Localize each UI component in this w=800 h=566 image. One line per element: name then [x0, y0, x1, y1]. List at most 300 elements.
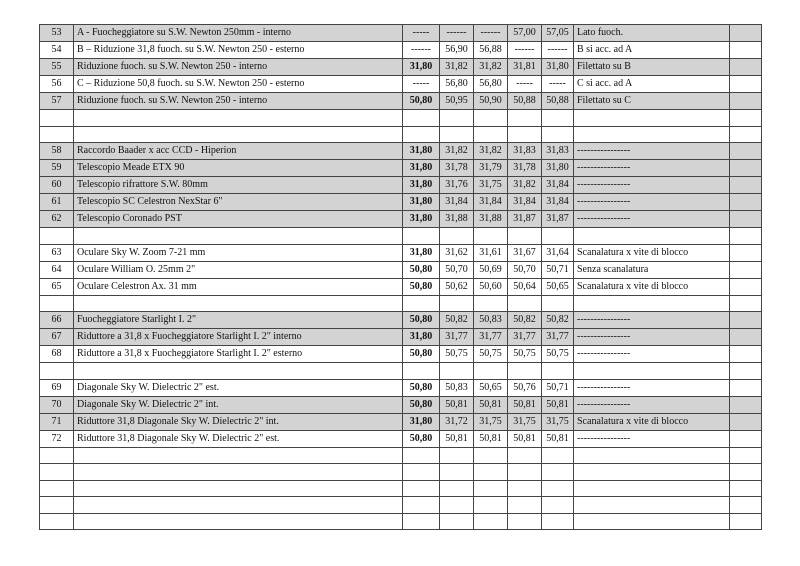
row-number-cell: 71 — [40, 413, 74, 430]
extra-cell — [730, 497, 762, 514]
measurement-1-cell: 31,82 — [440, 143, 474, 160]
extra-cell — [730, 447, 762, 464]
nominal-value-cell: 31,80 — [403, 59, 440, 76]
note-cell: ---------------- — [574, 312, 730, 329]
note-cell: Senza scanalatura — [574, 261, 730, 278]
measurement-2-cell: 31,82 — [474, 143, 508, 160]
row-number-cell: 66 — [40, 312, 74, 329]
measurement-2-cell — [474, 228, 508, 245]
nominal-value-cell: 50,80 — [403, 346, 440, 363]
measurement-4-cell — [542, 363, 574, 380]
description-cell: Riduzione fuoch. su S.W. Newton 250 - interno — [74, 93, 403, 110]
nominal-value-cell — [403, 110, 440, 127]
description-cell — [74, 228, 403, 245]
table-row — [40, 126, 762, 143]
measurement-3-cell — [508, 480, 542, 497]
note-cell: ---------------- — [574, 143, 730, 160]
row-number-cell: 56 — [40, 76, 74, 93]
table-row — [40, 211, 762, 228]
measurement-4-cell: 31,77 — [542, 329, 574, 346]
table-row — [40, 177, 762, 194]
measurement-4-cell: 50,65 — [542, 278, 574, 295]
measurement-3-cell: ------ — [508, 42, 542, 59]
measurement-1-cell: 50,75 — [440, 346, 474, 363]
measurement-3-cell: 31,67 — [508, 244, 542, 261]
extra-cell — [730, 211, 762, 228]
table-row — [40, 194, 762, 211]
extra-cell — [730, 25, 762, 42]
note-cell — [574, 513, 730, 530]
measurement-3-cell: 50,70 — [508, 261, 542, 278]
row-number-cell: 63 — [40, 244, 74, 261]
extra-cell — [730, 59, 762, 76]
row-number-cell — [40, 110, 74, 127]
measurement-table — [39, 24, 762, 530]
measurement-3-cell: 31,75 — [508, 413, 542, 430]
table-row — [40, 59, 762, 76]
table-row — [40, 312, 762, 329]
description-cell: C – Riduzione 50,8 fuoch. su S.W. Newton 250 - esterno — [74, 76, 403, 93]
table-row — [40, 110, 762, 127]
measurement-1-cell — [440, 126, 474, 143]
row-number-cell: 61 — [40, 194, 74, 211]
measurement-2-cell — [474, 126, 508, 143]
table-row — [40, 430, 762, 447]
extra-cell — [730, 295, 762, 312]
row-number-cell: 70 — [40, 396, 74, 413]
measurement-1-cell — [440, 464, 474, 481]
description-cell: Riduttore 31,8 Diagonale Sky W. Dielectric 2" int. — [74, 413, 403, 430]
note-cell — [574, 126, 730, 143]
measurement-2-cell: ------ — [474, 25, 508, 42]
measurement-4-cell: 50,75 — [542, 346, 574, 363]
extra-cell — [730, 278, 762, 295]
row-number-cell: 60 — [40, 177, 74, 194]
extra-cell — [730, 76, 762, 93]
measurement-3-cell: 31,87 — [508, 211, 542, 228]
measurement-3-cell — [508, 497, 542, 514]
row-number-cell: 64 — [40, 261, 74, 278]
measurement-1-cell — [440, 228, 474, 245]
nominal-value-cell: 50,80 — [403, 93, 440, 110]
description-cell: Raccordo Baader x acc CCD - Hiperion — [74, 143, 403, 160]
note-cell: Lato fuoch. — [574, 25, 730, 42]
description-cell — [74, 497, 403, 514]
table-row — [40, 228, 762, 245]
extra-cell — [730, 379, 762, 396]
measurement-3-cell: 31,77 — [508, 329, 542, 346]
row-number-cell: 57 — [40, 93, 74, 110]
note-cell: ---------------- — [574, 430, 730, 447]
extra-cell — [730, 312, 762, 329]
measurement-2-cell: 31,84 — [474, 194, 508, 211]
row-number-cell: 67 — [40, 329, 74, 346]
row-number-cell: 58 — [40, 143, 74, 160]
table-row — [40, 143, 762, 160]
extra-cell — [730, 329, 762, 346]
measurement-3-cell — [508, 110, 542, 127]
nominal-value-cell: 50,80 — [403, 312, 440, 329]
table-row — [40, 363, 762, 380]
measurement-4-cell: 31,84 — [542, 177, 574, 194]
row-number-cell: 55 — [40, 59, 74, 76]
measurement-4-cell: 31,80 — [542, 59, 574, 76]
nominal-value-cell — [403, 497, 440, 514]
note-cell: ---------------- — [574, 160, 730, 177]
measurement-2-cell: 31,82 — [474, 59, 508, 76]
table-row — [40, 76, 762, 93]
note-cell: ---------------- — [574, 396, 730, 413]
table-row — [40, 396, 762, 413]
extra-cell — [730, 244, 762, 261]
measurement-3-cell: 31,82 — [508, 177, 542, 194]
measurement-2-cell: 50,69 — [474, 261, 508, 278]
row-number-cell — [40, 464, 74, 481]
extra-cell — [730, 143, 762, 160]
measurement-4-cell — [542, 110, 574, 127]
table-row — [40, 480, 762, 497]
row-number-cell: 59 — [40, 160, 74, 177]
measurement-2-cell: 50,83 — [474, 312, 508, 329]
description-cell: Telescopio SC Celestron NexStar 6" — [74, 194, 403, 211]
measurement-4-cell: ----- — [542, 76, 574, 93]
measurement-4-cell: 50,81 — [542, 430, 574, 447]
measurement-1-cell: 50,83 — [440, 379, 474, 396]
row-number-cell — [40, 295, 74, 312]
measurement-1-cell: 50,81 — [440, 396, 474, 413]
description-cell: Oculare Sky W. Zoom 7-21 mm — [74, 244, 403, 261]
measurement-1-cell: 31,78 — [440, 160, 474, 177]
row-number-cell — [40, 480, 74, 497]
nominal-value-cell: ------ — [403, 42, 440, 59]
note-cell: ---------------- — [574, 194, 730, 211]
measurement-2-cell — [474, 110, 508, 127]
row-number-cell: 54 — [40, 42, 74, 59]
measurement-1-cell: ------ — [440, 25, 474, 42]
row-number-cell — [40, 447, 74, 464]
table-row — [40, 25, 762, 42]
table-row — [40, 497, 762, 514]
measurement-4-cell: 31,83 — [542, 143, 574, 160]
nominal-value-cell: 31,80 — [403, 413, 440, 430]
description-cell: Riduttore a 31,8 x Fuocheggiatore Starlight I. 2" interno — [74, 329, 403, 346]
measurement-3-cell — [508, 295, 542, 312]
measurement-2-cell: 56,88 — [474, 42, 508, 59]
measurement-3-cell — [508, 126, 542, 143]
measurement-3-cell: 50,82 — [508, 312, 542, 329]
nominal-value-cell: 31,80 — [403, 329, 440, 346]
description-cell: Oculare William O. 25mm 2" — [74, 261, 403, 278]
note-cell — [574, 447, 730, 464]
table-row — [40, 261, 762, 278]
nominal-value-cell — [403, 363, 440, 380]
row-number-cell: 65 — [40, 278, 74, 295]
measurement-1-cell — [440, 513, 474, 530]
measurement-4-cell: 31,87 — [542, 211, 574, 228]
row-number-cell: 62 — [40, 211, 74, 228]
nominal-value-cell: 31,80 — [403, 160, 440, 177]
extra-cell — [730, 93, 762, 110]
note-cell: B si acc. ad A — [574, 42, 730, 59]
measurement-1-cell: 31,77 — [440, 329, 474, 346]
measurement-4-cell — [542, 497, 574, 514]
table-row — [40, 42, 762, 59]
extra-cell — [730, 396, 762, 413]
measurement-2-cell: 31,61 — [474, 244, 508, 261]
description-cell — [74, 110, 403, 127]
measurement-2-cell: 31,79 — [474, 160, 508, 177]
measurement-2-cell: 50,90 — [474, 93, 508, 110]
description-cell — [74, 480, 403, 497]
measurement-2-cell — [474, 464, 508, 481]
measurement-1-cell: 50,81 — [440, 430, 474, 447]
nominal-value-cell: ----- — [403, 25, 440, 42]
measurement-4-cell: 57,05 — [542, 25, 574, 42]
measurement-4-cell — [542, 464, 574, 481]
measurement-2-cell: 56,80 — [474, 76, 508, 93]
description-cell: Telescopio Meade ETX 90 — [74, 160, 403, 177]
extra-cell — [730, 126, 762, 143]
nominal-value-cell — [403, 480, 440, 497]
table-row — [40, 278, 762, 295]
table-row — [40, 346, 762, 363]
measurement-4-cell: 31,75 — [542, 413, 574, 430]
measurement-4-cell — [542, 513, 574, 530]
extra-cell — [730, 513, 762, 530]
measurement-1-cell: 56,80 — [440, 76, 474, 93]
measurement-3-cell: 50,81 — [508, 396, 542, 413]
extra-cell — [730, 177, 762, 194]
measurement-2-cell: 50,65 — [474, 379, 508, 396]
extra-cell — [730, 464, 762, 481]
extra-cell — [730, 261, 762, 278]
extra-cell — [730, 110, 762, 127]
measurement-4-cell: 50,82 — [542, 312, 574, 329]
measurement-4-cell — [542, 480, 574, 497]
description-cell: Diagonale Sky W. Dielectric 2" int. — [74, 396, 403, 413]
measurement-4-cell: 50,71 — [542, 261, 574, 278]
measurement-1-cell: 31,84 — [440, 194, 474, 211]
row-number-cell — [40, 363, 74, 380]
measurement-1-cell: 50,70 — [440, 261, 474, 278]
measurement-4-cell: ------ — [542, 42, 574, 59]
measurement-3-cell: 50,75 — [508, 346, 542, 363]
measurement-3-cell: 31,78 — [508, 160, 542, 177]
nominal-value-cell — [403, 513, 440, 530]
table-row — [40, 295, 762, 312]
note-cell — [574, 363, 730, 380]
description-cell: Telescopio Coronado PST — [74, 211, 403, 228]
table-row — [40, 93, 762, 110]
measurement-4-cell: 50,71 — [542, 379, 574, 396]
measurement-4-cell — [542, 126, 574, 143]
table-row — [40, 464, 762, 481]
measurement-1-cell: 31,76 — [440, 177, 474, 194]
note-cell: C si acc. ad A — [574, 76, 730, 93]
measurement-2-cell: 31,75 — [474, 177, 508, 194]
extra-cell — [730, 430, 762, 447]
nominal-value-cell: 50,80 — [403, 396, 440, 413]
note-cell — [574, 464, 730, 481]
measurement-1-cell — [440, 480, 474, 497]
measurement-3-cell: 57,00 — [508, 25, 542, 42]
measurement-2-cell — [474, 295, 508, 312]
nominal-value-cell: 50,80 — [403, 278, 440, 295]
description-cell: Oculare Celestron Ax. 31 mm — [74, 278, 403, 295]
measurement-1-cell: 50,95 — [440, 93, 474, 110]
row-number-cell — [40, 497, 74, 514]
nominal-value-cell: 31,80 — [403, 143, 440, 160]
measurement-3-cell — [508, 447, 542, 464]
measurement-2-cell — [474, 497, 508, 514]
table-row — [40, 160, 762, 177]
measurement-3-cell: 50,81 — [508, 430, 542, 447]
table-row — [40, 447, 762, 464]
measurement-3-cell: 50,76 — [508, 379, 542, 396]
measurement-1-cell — [440, 497, 474, 514]
row-number-cell — [40, 126, 74, 143]
measurement-1-cell: 31,62 — [440, 244, 474, 261]
note-cell: Scanalatura x vite di blocco — [574, 244, 730, 261]
table-row — [40, 513, 762, 530]
row-number-cell: 53 — [40, 25, 74, 42]
description-cell — [74, 464, 403, 481]
description-cell: Fuocheggiatore Starlight I. 2" — [74, 312, 403, 329]
nominal-value-cell — [403, 447, 440, 464]
note-cell: Scanalatura x vite di blocco — [574, 413, 730, 430]
extra-cell — [730, 363, 762, 380]
measurement-2-cell: 31,77 — [474, 329, 508, 346]
measurement-2-cell: 50,81 — [474, 430, 508, 447]
row-number-cell: 68 — [40, 346, 74, 363]
note-cell: ---------------- — [574, 211, 730, 228]
extra-cell — [730, 480, 762, 497]
extra-cell — [730, 228, 762, 245]
measurement-3-cell — [508, 464, 542, 481]
measurement-4-cell — [542, 447, 574, 464]
nominal-value-cell: 31,80 — [403, 177, 440, 194]
note-cell — [574, 480, 730, 497]
description-cell: Diagonale Sky W. Dielectric 2" est. — [74, 379, 403, 396]
measurement-3-cell — [508, 513, 542, 530]
measurement-2-cell: 50,81 — [474, 396, 508, 413]
description-cell — [74, 363, 403, 380]
measurement-2-cell: 31,88 — [474, 211, 508, 228]
extra-cell — [730, 42, 762, 59]
note-cell: Filettato su B — [574, 59, 730, 76]
measurement-1-cell: 50,82 — [440, 312, 474, 329]
measurement-3-cell: ----- — [508, 76, 542, 93]
description-cell — [74, 513, 403, 530]
measurement-1-cell — [440, 447, 474, 464]
description-cell — [74, 126, 403, 143]
measurement-1-cell — [440, 363, 474, 380]
measurement-3-cell: 31,81 — [508, 59, 542, 76]
measurement-1-cell: 31,82 — [440, 59, 474, 76]
measurement-2-cell — [474, 363, 508, 380]
measurement-4-cell — [542, 228, 574, 245]
measurement-2-cell — [474, 480, 508, 497]
description-cell: B – Riduzione 31,8 fuoch. su S.W. Newton 250 - esterno — [74, 42, 403, 59]
nominal-value-cell: 31,80 — [403, 211, 440, 228]
description-cell: Riduttore a 31,8 x Fuocheggiatore Starlight I. 2" esterno — [74, 346, 403, 363]
nominal-value-cell — [403, 464, 440, 481]
nominal-value-cell: 50,80 — [403, 430, 440, 447]
note-cell — [574, 228, 730, 245]
row-number-cell — [40, 513, 74, 530]
table-row — [40, 329, 762, 346]
measurement-1-cell — [440, 295, 474, 312]
measurement-1-cell: 56,90 — [440, 42, 474, 59]
extra-cell — [730, 346, 762, 363]
measurement-3-cell: 31,84 — [508, 194, 542, 211]
note-cell — [574, 110, 730, 127]
note-cell: ---------------- — [574, 379, 730, 396]
note-cell: ---------------- — [574, 177, 730, 194]
measurement-4-cell: 31,80 — [542, 160, 574, 177]
description-cell: Telescopio rifrattore S.W. 80mm — [74, 177, 403, 194]
measurement-1-cell: 31,88 — [440, 211, 474, 228]
nominal-value-cell — [403, 228, 440, 245]
nominal-value-cell: 50,80 — [403, 379, 440, 396]
row-number-cell: 72 — [40, 430, 74, 447]
measurement-2-cell: 50,75 — [474, 346, 508, 363]
measurement-2-cell: 31,75 — [474, 413, 508, 430]
measurement-3-cell: 50,64 — [508, 278, 542, 295]
extra-cell — [730, 160, 762, 177]
measurement-3-cell: 50,88 — [508, 93, 542, 110]
table-row — [40, 244, 762, 261]
description-cell — [74, 295, 403, 312]
description-cell — [74, 447, 403, 464]
measurement-2-cell — [474, 447, 508, 464]
note-cell — [574, 497, 730, 514]
note-cell: Scanalatura x vite di blocco — [574, 278, 730, 295]
nominal-value-cell: ----- — [403, 76, 440, 93]
table-row — [40, 413, 762, 430]
table-body — [40, 25, 762, 530]
description-cell: Riduzione fuoch. su S.W. Newton 250 - interno — [74, 59, 403, 76]
measurement-2-cell — [474, 513, 508, 530]
nominal-value-cell — [403, 126, 440, 143]
row-number-cell: 69 — [40, 379, 74, 396]
nominal-value-cell — [403, 295, 440, 312]
note-cell — [574, 295, 730, 312]
nominal-value-cell: 50,80 — [403, 261, 440, 278]
nominal-value-cell: 31,80 — [403, 244, 440, 261]
measurement-3-cell — [508, 228, 542, 245]
nominal-value-cell: 31,80 — [403, 194, 440, 211]
measurement-4-cell — [542, 295, 574, 312]
measurement-1-cell — [440, 110, 474, 127]
row-number-cell — [40, 228, 74, 245]
measurement-3-cell — [508, 363, 542, 380]
note-cell: ---------------- — [574, 329, 730, 346]
measurement-4-cell: 50,88 — [542, 93, 574, 110]
table-row — [40, 379, 762, 396]
description-cell: A - Fuocheggiatore su S.W. Newton 250mm - interno — [74, 25, 403, 42]
note-cell: Filettato su C — [574, 93, 730, 110]
measurement-1-cell: 50,62 — [440, 278, 474, 295]
measurement-4-cell: 50,81 — [542, 396, 574, 413]
extra-cell — [730, 194, 762, 211]
extra-cell — [730, 413, 762, 430]
measurement-3-cell: 31,83 — [508, 143, 542, 160]
note-cell: ---------------- — [574, 346, 730, 363]
measurement-1-cell: 31,72 — [440, 413, 474, 430]
measurement-2-cell: 50,60 — [474, 278, 508, 295]
description-cell: Riduttore 31,8 Diagonale Sky W. Dielectric 2" est. — [74, 430, 403, 447]
